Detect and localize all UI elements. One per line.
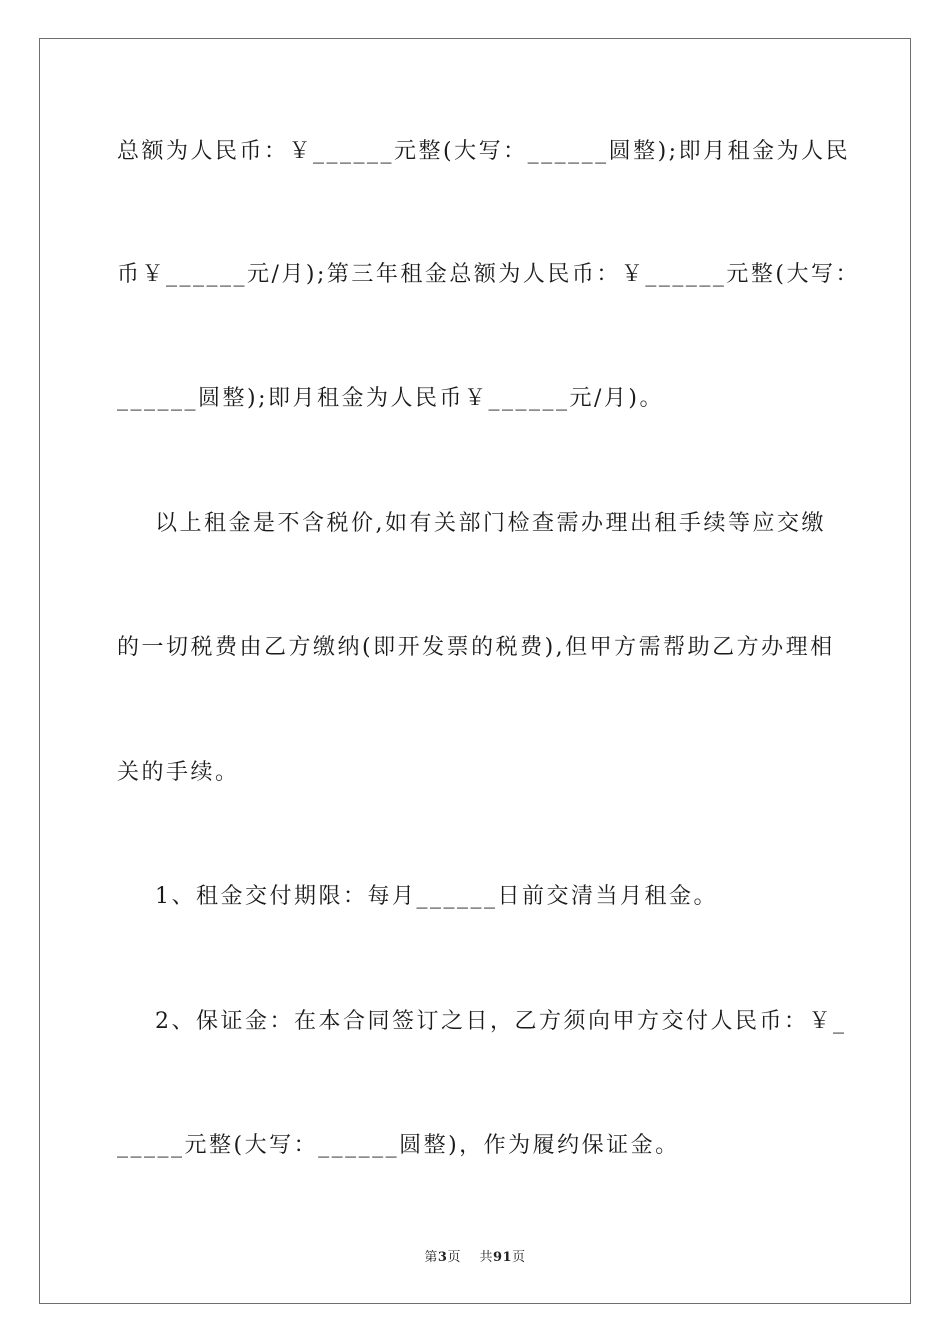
text-line-7: 1、租金交付期限：每月______日前交清当月租金。 [117, 884, 718, 909]
text-line-8: 2、保证金：在本合同签订之日，乙方须向甲方交付人民币：￥_ [117, 1009, 847, 1034]
page-border [39, 38, 911, 1304]
footer-page-prefix: 第 [424, 1250, 438, 1265]
text-line-4: 以上租金是不含税价,如有关部门检查需办理出租手续等应交缴 [117, 511, 826, 536]
footer-page-suffix: 页 [447, 1250, 461, 1265]
text-line-3: ______圆整);即月租金为人民币￥______元/月)。 [117, 386, 664, 411]
page-footer [0, 1246, 950, 1265]
footer-page-number: 3 [437, 1250, 448, 1265]
text-line-1: 总额为人民币：￥______元整(大写：______圆整);即月租金为人民 [117, 139, 851, 164]
footer-total-prefix: 共 [479, 1250, 493, 1265]
footer-total-suffix: 页 [512, 1250, 526, 1265]
text-line-2: 币￥______元/月);第三年租金总额为人民币：￥______元整(大写： [117, 262, 860, 287]
text-line-9: _____元整(大写：______圆整)，作为履约保证金。 [117, 1133, 680, 1158]
footer-total-pages: 91 [493, 1250, 513, 1265]
text-line-5: 的一切税费由乙方缴纳(即开发票的税费),但甲方需帮助乙方办理相 [117, 635, 835, 660]
text-line-6: 关的手续。 [117, 760, 240, 785]
